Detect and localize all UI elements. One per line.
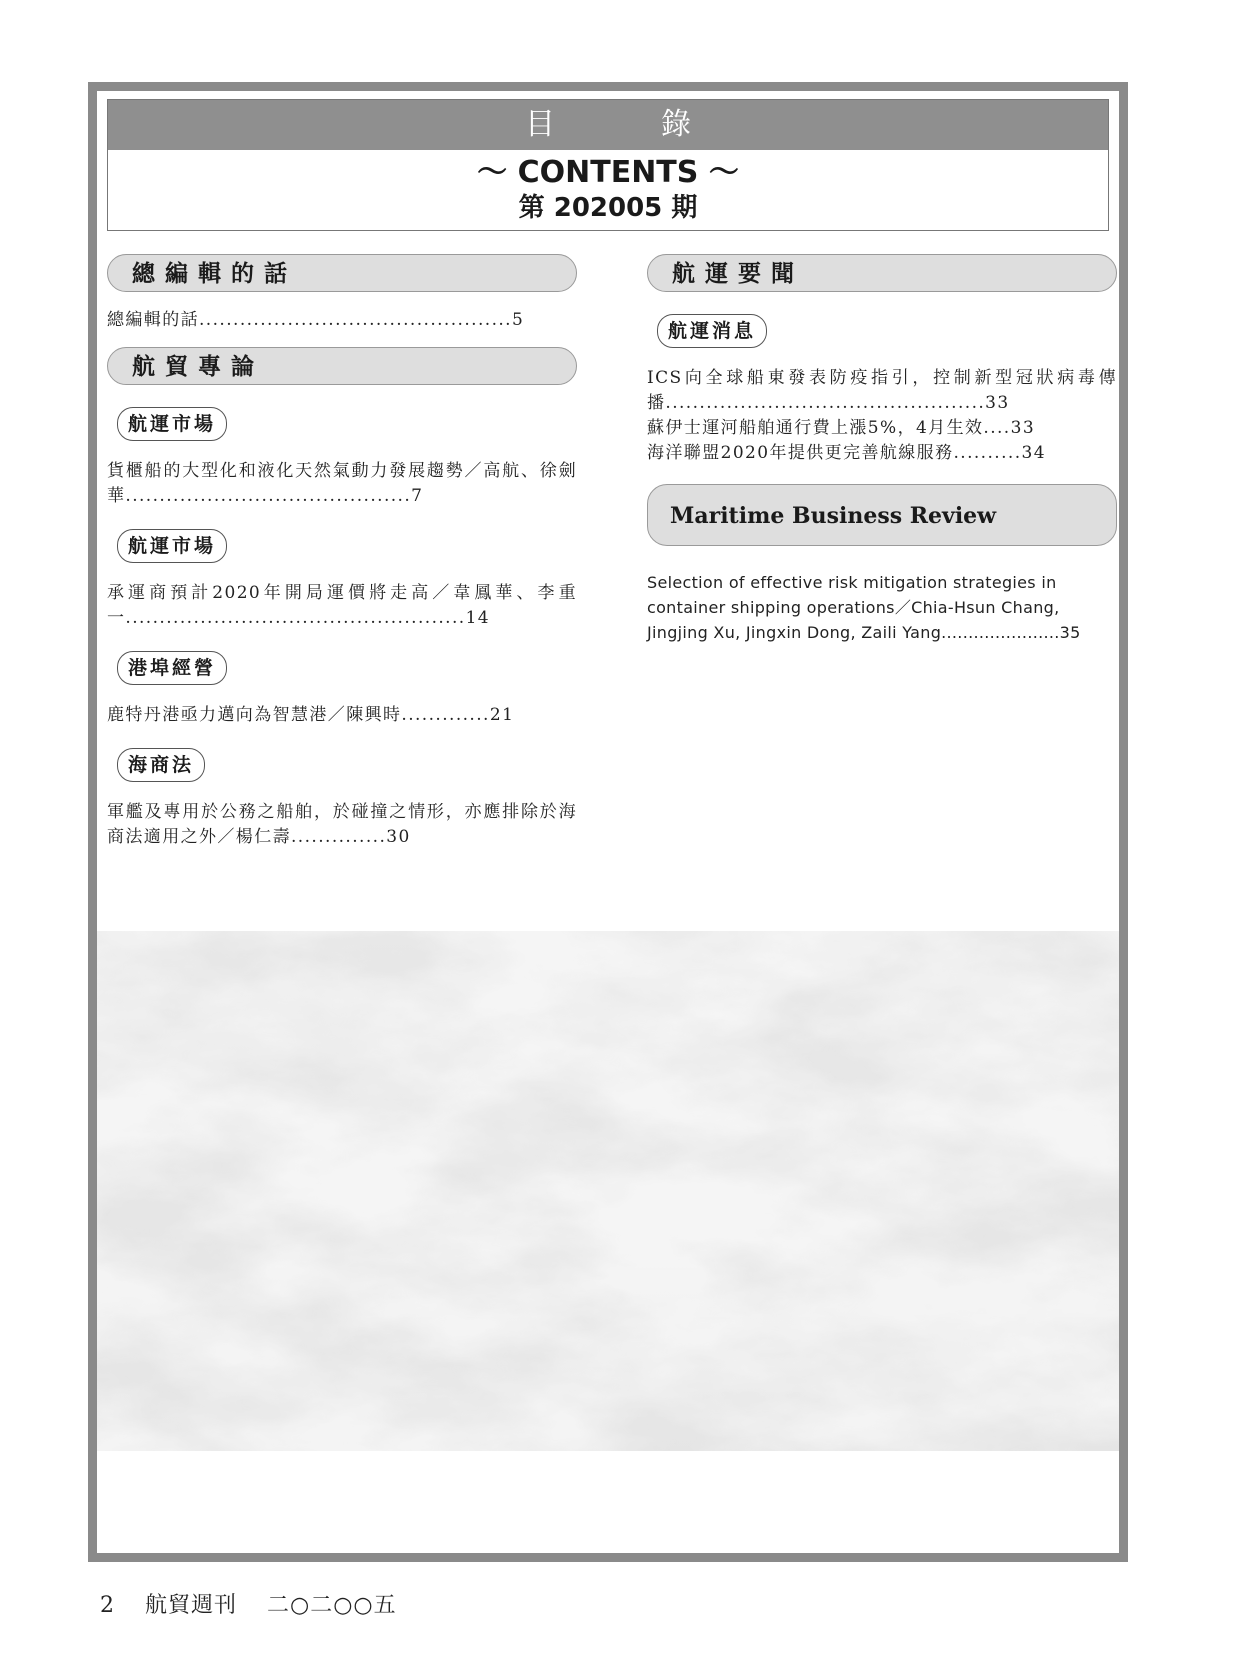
header-title: 目 錄	[108, 100, 1108, 150]
section-heading-news: 航運要聞	[647, 254, 1117, 292]
issue-date: 二○二○○五	[267, 1593, 397, 1618]
toc-entry[interactable]: 海洋聯盟2020年提供更完善航線服務..........34	[647, 443, 1046, 463]
category-tag: 港埠經營	[117, 651, 227, 685]
category-tag: 航運消息	[657, 314, 767, 348]
toc-entry[interactable]: ICS向全球船東發表防疫指引，控制新型冠狀病毒傳播...............................................33	[647, 368, 1117, 413]
section-heading-trade: 航貿專論	[107, 347, 577, 385]
contents-frame	[88, 82, 1128, 1562]
toc-entry[interactable]: 承運商預計2020年開局運價將走高／韋鳳華、李重一..................................................14	[107, 583, 577, 628]
page-footer	[100, 1588, 419, 1619]
category-tag: 海商法	[117, 748, 205, 782]
header-subtitle: ～ CONTENTS ～	[477, 155, 739, 190]
right-column	[647, 254, 1117, 645]
toc-entry[interactable]: 鹿特丹港亟力邁向為智慧港／陳興時.............21	[107, 705, 515, 725]
left-column	[107, 254, 577, 864]
section-heading-editor: 總編輯的話	[107, 254, 577, 292]
contents-header	[107, 99, 1109, 231]
toc-entry[interactable]: 軍艦及專用於公務之船舶，於碰撞之情形，亦應排除於海商法適用之外／楊仁壽..............30	[107, 802, 577, 847]
category-tag: 航運市場	[117, 529, 227, 563]
publication-name: 航貿週刊	[145, 1593, 238, 1618]
toc-entry[interactable]: 總編輯的話..............................................5	[107, 310, 525, 330]
section-heading-mbr: Maritime Business Review	[647, 484, 1117, 546]
toc-entry[interactable]: 蘇伊士運河船舶通行費上漲5%，4月生效....33	[647, 418, 1036, 438]
category-tag: 航運市場	[117, 407, 227, 441]
header-issue: 第 202005 期	[518, 193, 698, 223]
toc-entry[interactable]: 貨櫃船的大型化和液化天然氣動力發展趨勢／高航、徐劍華..........................................7	[107, 461, 577, 506]
toc-entry[interactable]: Selection of effective risk mitigation strategies in container shipping operations／Chia-Hsun Chang, Jingjing Xu, Jingxin Dong, Zaili Yang......................35	[647, 573, 1081, 642]
page-number: 2	[100, 1593, 115, 1618]
